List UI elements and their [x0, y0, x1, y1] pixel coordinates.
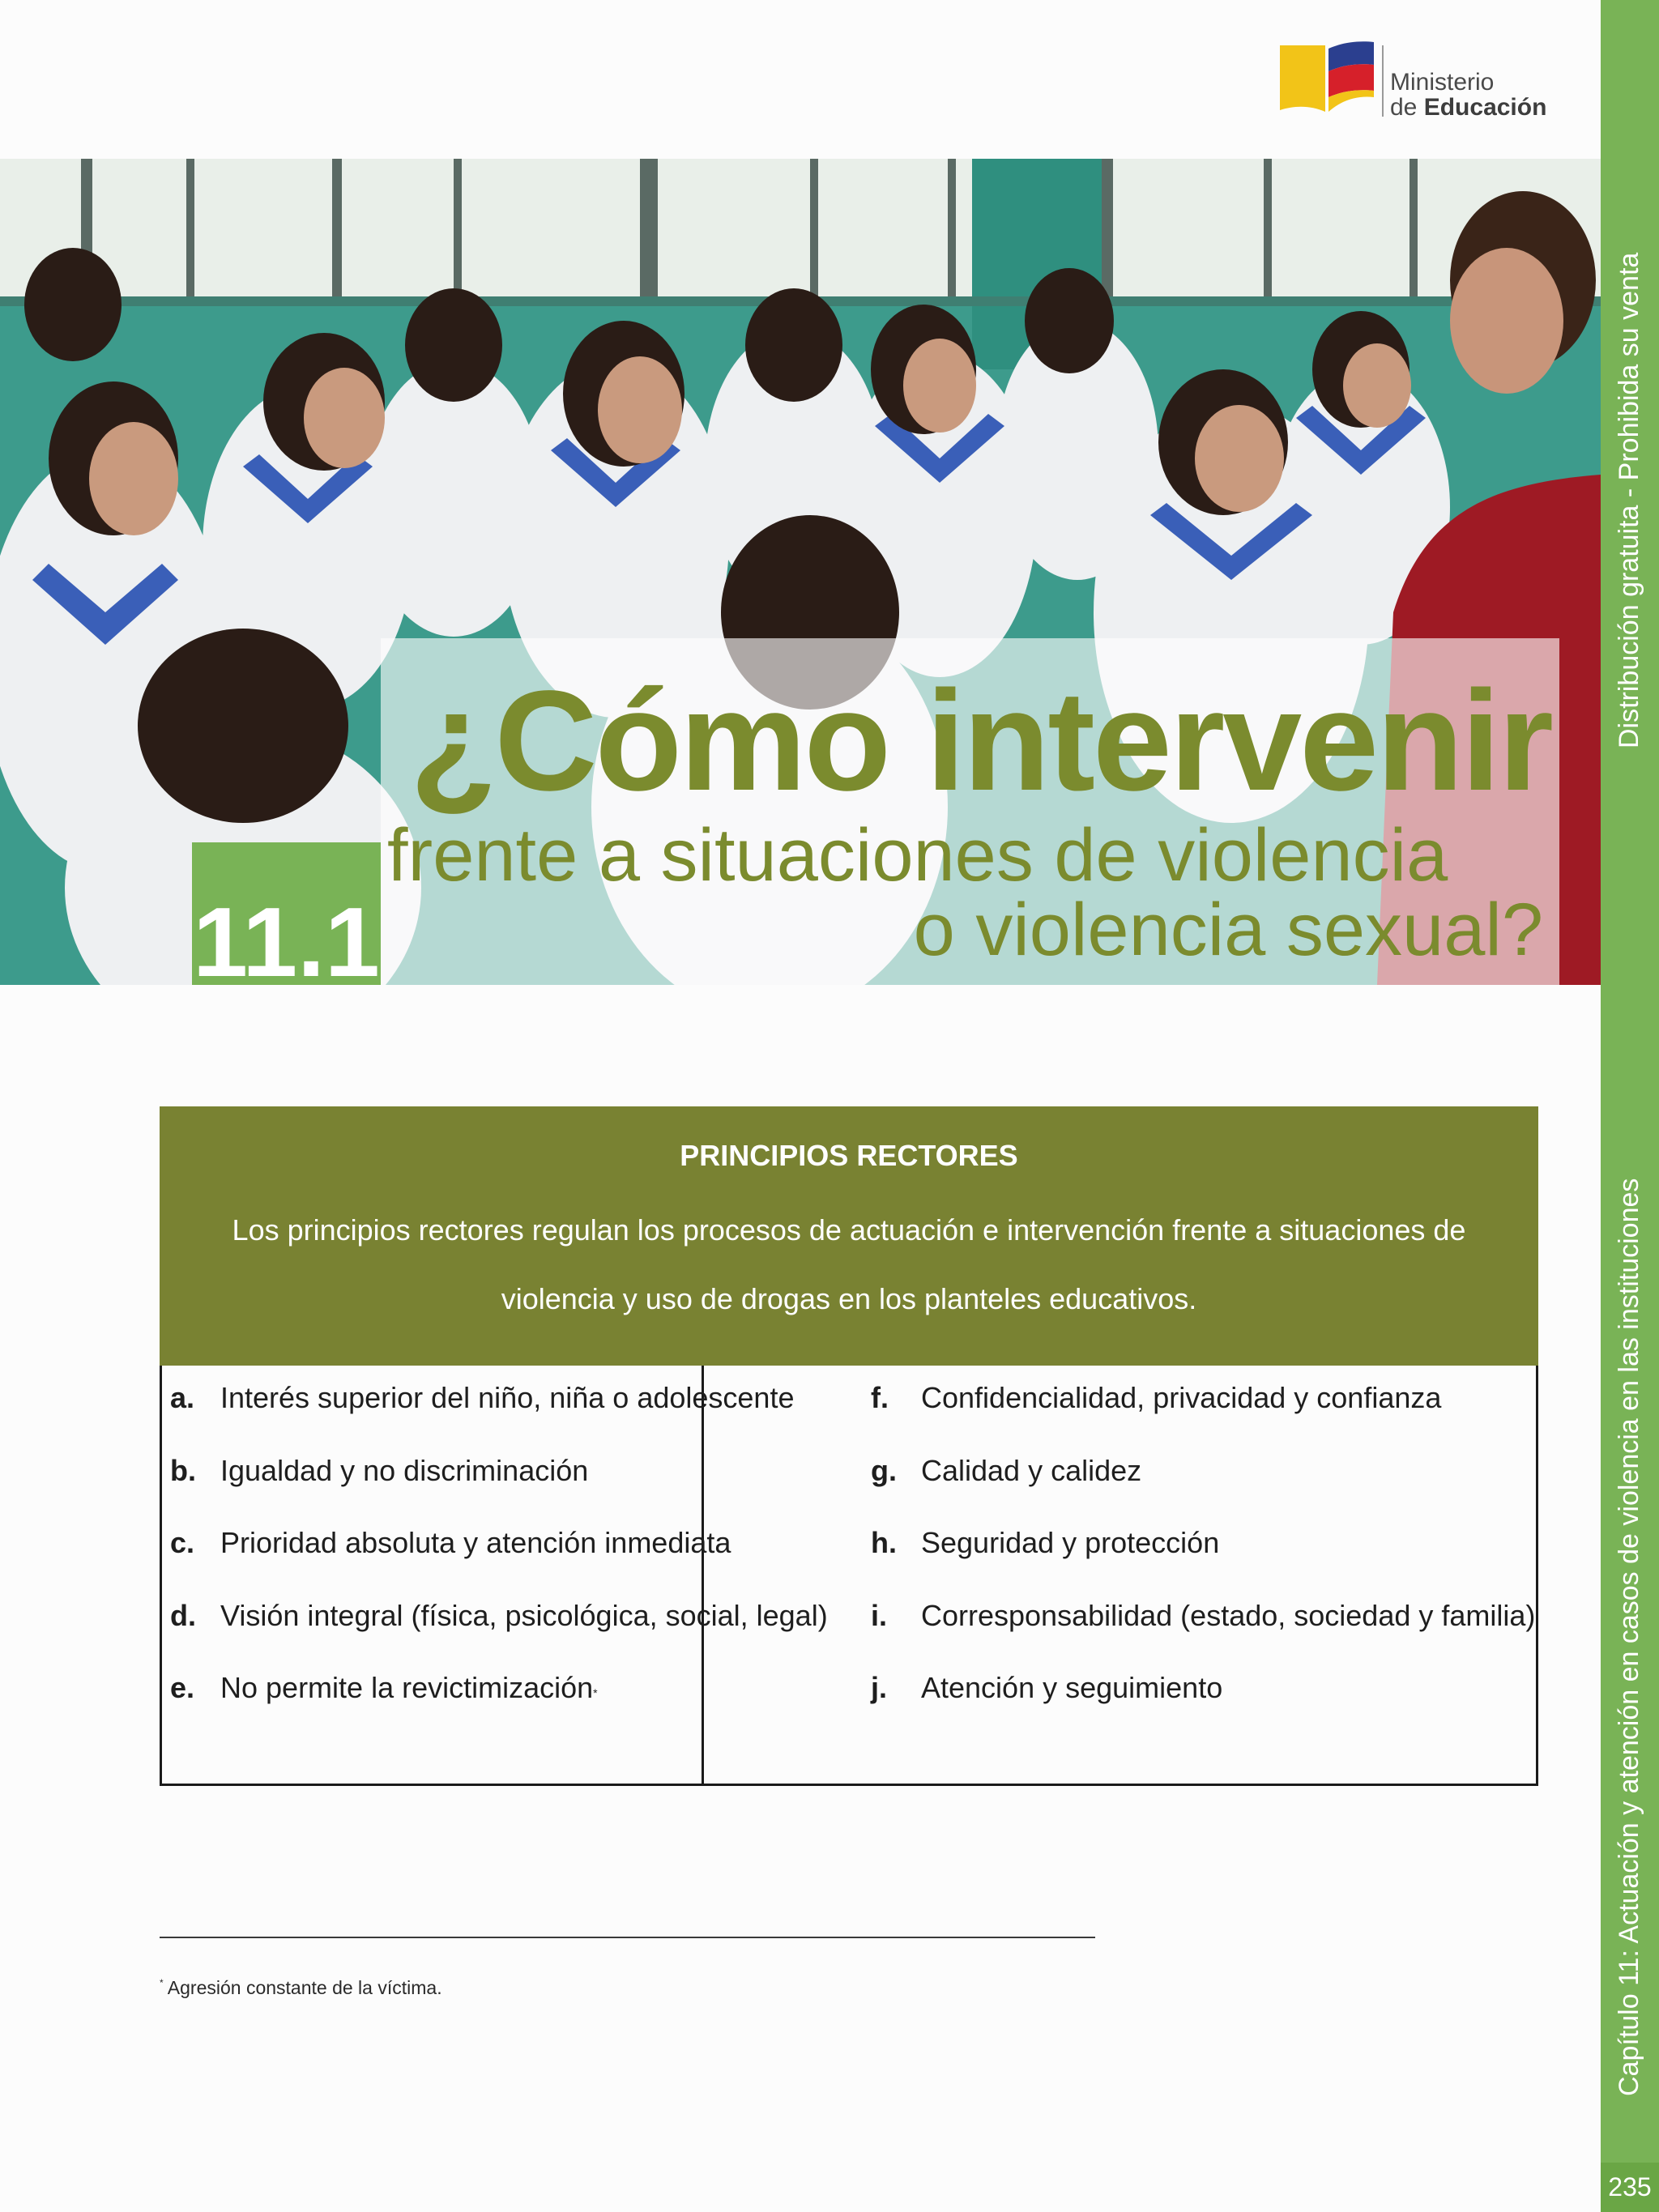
logo-divider — [1382, 45, 1384, 117]
item-letter: h. — [871, 1526, 897, 1559]
item-letter: a. — [170, 1381, 195, 1414]
logo-line-2: de Educación — [1390, 94, 1547, 121]
item-text: Seguridad y protección — [921, 1526, 1220, 1559]
principle-item — [871, 1595, 1535, 1668]
item-letter: i. — [871, 1598, 888, 1632]
item-text: Calidad y calidez — [921, 1453, 1142, 1487]
item-letter: b. — [170, 1453, 196, 1487]
principle-item — [170, 1667, 828, 1740]
item-letter: g. — [871, 1453, 897, 1487]
ministry-logo — [1278, 40, 1554, 130]
logo-line-1: Ministerio — [1390, 69, 1495, 96]
page-number: 235 — [1601, 2163, 1659, 2212]
subtitle-line-1: frente a situaciones de violencia — [387, 814, 1448, 897]
page-title: ¿Cómo intervenir — [409, 662, 1551, 820]
principle-item — [170, 1450, 828, 1523]
principle-item — [170, 1595, 828, 1668]
item-letter: e. — [170, 1671, 195, 1704]
item-text: Interés superior del niño, niña o adolescente — [220, 1381, 795, 1414]
book-flag-icon — [1278, 40, 1375, 121]
footnote-marker: * — [593, 1686, 598, 1699]
page-subtitle — [387, 814, 1551, 971]
principles-left-column — [170, 1377, 828, 1740]
item-text: Atención y seguimiento — [921, 1671, 1223, 1704]
item-letter: j. — [871, 1671, 888, 1704]
principles-header — [160, 1106, 1538, 1366]
item-letter: c. — [170, 1526, 195, 1559]
footnote-marker: * — [160, 1977, 164, 1988]
subtitle-line-2: o violencia sexual? — [913, 889, 1543, 971]
principle-item — [871, 1450, 1535, 1523]
principle-item — [871, 1667, 1535, 1740]
item-text: No permite la revictimización — [220, 1671, 594, 1704]
principle-item — [871, 1522, 1535, 1595]
item-text: Igualdad y no discriminación — [220, 1453, 589, 1487]
principles-title: PRINCIPIOS RECTORES — [680, 1139, 1018, 1172]
principles-right-column — [871, 1377, 1535, 1740]
item-text: Corresponsabilidad (estado, sociedad y familia) — [921, 1598, 1536, 1632]
section-number: 11.1 — [193, 887, 380, 997]
principle-item — [170, 1522, 828, 1595]
distribution-notice: Distribución gratuita - Prohibida su venta — [1614, 252, 1644, 748]
principles-description: Los principios rectores regulan los procesos de actuación e intervención frente a situaciones de violencia y uso de drogas en los planteles educativos. — [232, 1213, 1466, 1315]
principle-item — [170, 1377, 828, 1450]
logo-text — [1390, 70, 1546, 120]
principle-item — [871, 1377, 1535, 1450]
item-text: Prioridad absoluta y atención inmediata — [220, 1526, 731, 1559]
item-text: Visión integral (física, psicológica, social, legal) — [220, 1598, 828, 1632]
item-letter: f. — [871, 1381, 889, 1414]
chapter-title: Capítulo 11: Actuación y atención en casos de violencia en las instituciones — [1614, 1178, 1644, 2096]
item-text: Confidencialidad, privacidad y confianza — [921, 1381, 1442, 1414]
item-letter: d. — [170, 1598, 196, 1632]
footnote-text: Agresión constante de la víctima. — [163, 1977, 442, 1998]
footnote-rule — [160, 1937, 1095, 1938]
footnote — [160, 1977, 442, 1999]
